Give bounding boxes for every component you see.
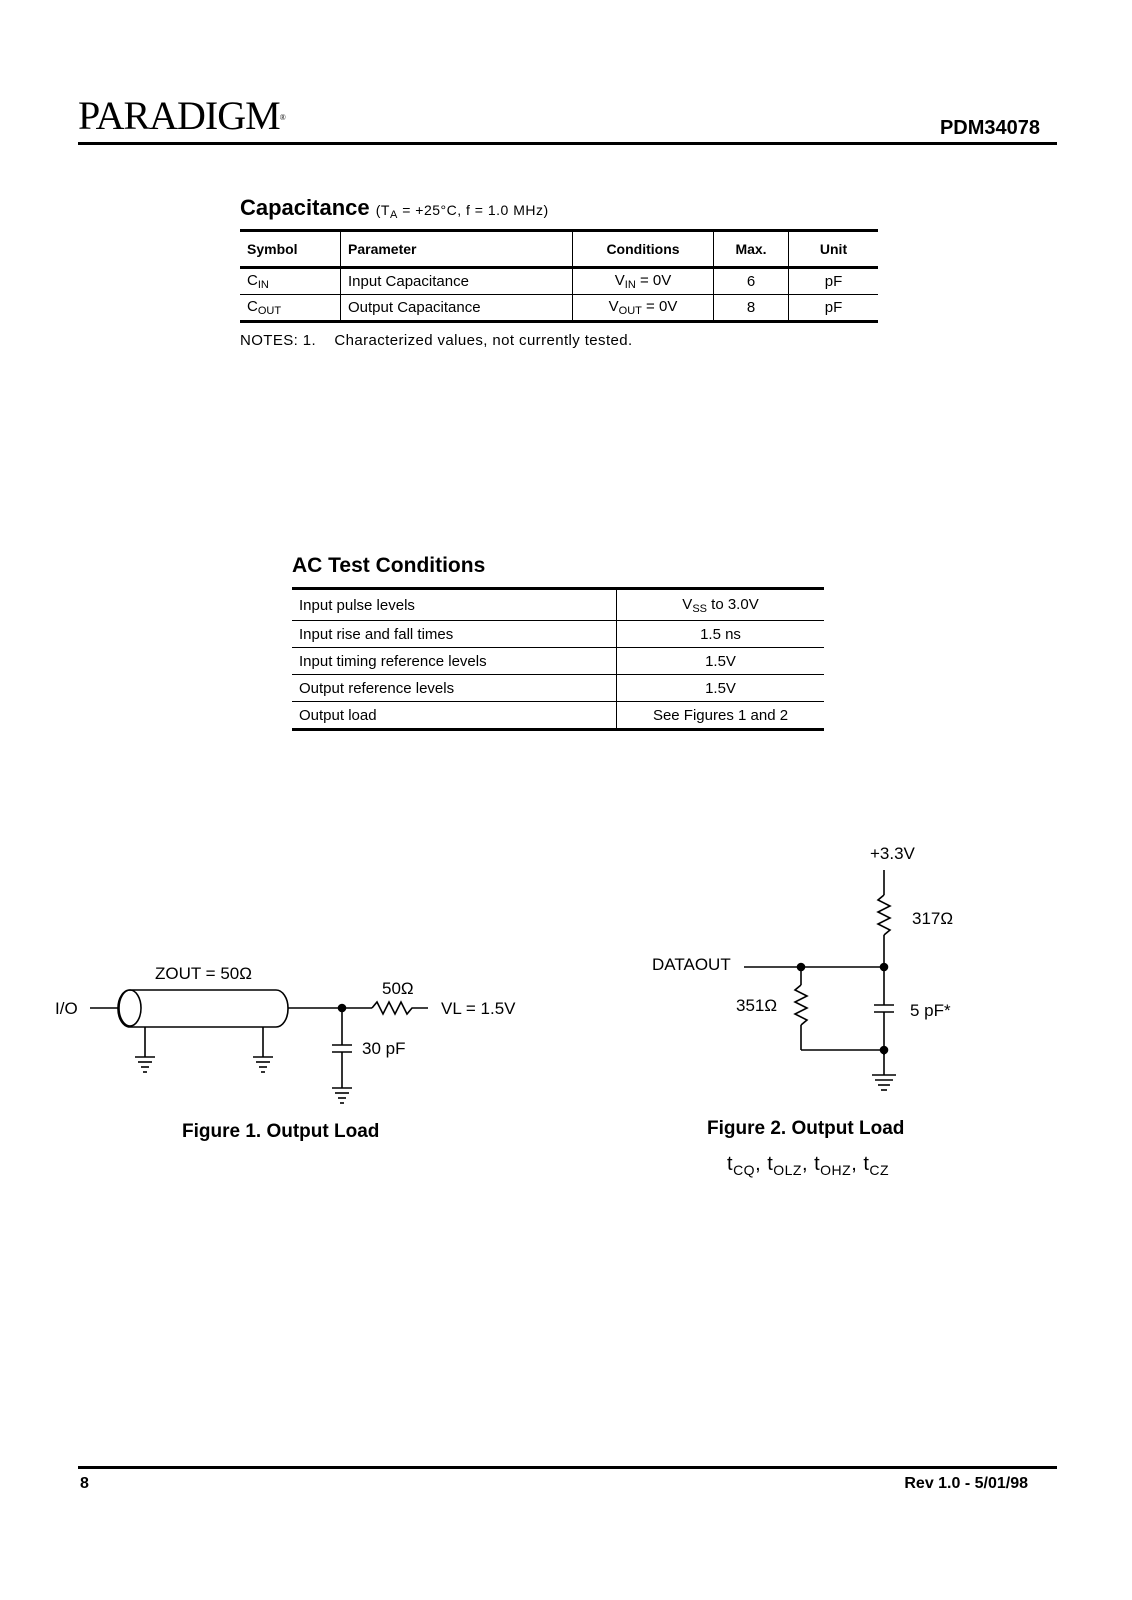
cell-max: 8 bbox=[714, 295, 789, 322]
cell-max: 6 bbox=[714, 268, 789, 295]
revision: Rev 1.0 - 5/01/98 bbox=[904, 1475, 1028, 1492]
cond: V bbox=[608, 298, 619, 315]
footer-rule bbox=[78, 1466, 1057, 1469]
cell-label: Input timing reference levels bbox=[292, 648, 617, 675]
cond-open: (T bbox=[375, 202, 390, 218]
ac-test-title: AC Test Conditions bbox=[292, 554, 486, 577]
figure2-caption: Figure 2. Output Load bbox=[707, 1118, 905, 1139]
cond-sub: OUT bbox=[618, 305, 642, 317]
cell-label: Output reference levels bbox=[292, 675, 617, 702]
r-left-label: 351Ω bbox=[736, 996, 778, 1015]
io-label: I/O bbox=[55, 999, 78, 1018]
transmission-line-end bbox=[119, 990, 141, 1026]
resistor-351-ohm bbox=[795, 985, 807, 1025]
cell-label: Output load bbox=[292, 702, 617, 730]
v-pre: V bbox=[682, 595, 693, 613]
ground-symbol bbox=[135, 1057, 155, 1072]
vcc-label: +3.3V bbox=[870, 844, 915, 863]
figure1-caption: Figure 1. Output Load bbox=[182, 1121, 380, 1142]
resistor-317-ohm bbox=[878, 895, 890, 935]
cond-val: = 0V bbox=[635, 272, 672, 289]
t-sub: OLZ bbox=[773, 1162, 802, 1178]
cell-value: 1.5V bbox=[617, 675, 825, 702]
cond-sub: A bbox=[389, 209, 398, 221]
cap-label: 30 pF bbox=[362, 1039, 406, 1058]
resistor-50-ohm bbox=[372, 1002, 428, 1014]
part-number: PDM34078 bbox=[939, 117, 1040, 139]
t: t bbox=[767, 1153, 774, 1175]
r-top-label: 317Ω bbox=[912, 909, 954, 928]
dataout-label: DATAOUT bbox=[652, 955, 731, 974]
ground-symbol bbox=[332, 1088, 352, 1103]
cell-parameter: Output Capacitance bbox=[341, 295, 573, 322]
col-symbol: Symbol bbox=[240, 231, 341, 268]
cell-value: 1.5V bbox=[617, 648, 825, 675]
logo-registered-mark: ® bbox=[279, 113, 285, 122]
figure2-circuit bbox=[652, 844, 953, 1090]
col-conditions: Conditions bbox=[573, 231, 714, 268]
cond: V bbox=[614, 272, 625, 289]
v-post: to 3.0V bbox=[707, 595, 759, 613]
sym: C bbox=[247, 272, 258, 289]
ground-symbol bbox=[872, 1075, 896, 1090]
cell-label: Input pulse levels bbox=[299, 596, 415, 614]
cond-close: = +25°C, f = 1.0 MHz) bbox=[397, 202, 549, 218]
transmission-line bbox=[118, 990, 288, 1027]
cell-label: Input rise and fall times bbox=[292, 621, 617, 648]
resistor-label: 50Ω bbox=[382, 979, 414, 998]
cond-val: = 0V bbox=[641, 298, 678, 315]
sym: C bbox=[247, 298, 258, 315]
sym-sub: OUT bbox=[257, 305, 282, 317]
ground-symbol bbox=[253, 1057, 273, 1072]
v-sub: SS bbox=[692, 602, 707, 615]
cell-unit: pF bbox=[789, 295, 879, 322]
cell-unit: pF bbox=[789, 268, 879, 295]
zout-label: ZOUT = 50Ω bbox=[155, 964, 252, 983]
t: t bbox=[863, 1153, 870, 1175]
col-max: Max. bbox=[714, 231, 789, 268]
figure2-timing-params: $t_{CQ}$, $t_{OLZ}$, $t_{OHZ}$, $t_{CZ}$ bbox=[727, 1153, 890, 1178]
t-sub: CZ bbox=[869, 1162, 890, 1178]
logo-text: PARADIGM bbox=[78, 93, 280, 138]
col-parameter: Parameter bbox=[341, 231, 573, 268]
t: t bbox=[814, 1153, 821, 1175]
cell-value: See Figures 1 and 2 bbox=[617, 702, 825, 730]
sym-sub: IN bbox=[257, 279, 269, 291]
figure1-circuit bbox=[55, 964, 516, 1103]
page-number: 8 bbox=[80, 1475, 89, 1492]
capacitance-heading: Capacitance bbox=[240, 195, 370, 220]
cell-value: 1.5 ns bbox=[617, 621, 825, 648]
vl-label: VL = 1.5V bbox=[441, 999, 516, 1018]
t: t bbox=[727, 1153, 734, 1175]
cap-label: 5 pF* bbox=[910, 1001, 951, 1020]
cap-gap bbox=[870, 1005, 898, 1012]
col-unit: Unit bbox=[789, 231, 879, 268]
cond-sub: IN bbox=[624, 279, 636, 291]
junction-dot bbox=[881, 964, 888, 971]
capacitance-notes: NOTES: 1. Characterized values, not currently tested. bbox=[240, 332, 633, 349]
t-sub: OHZ bbox=[820, 1162, 852, 1178]
t-sub: CQ bbox=[733, 1162, 756, 1178]
cell-parameter: Input Capacitance bbox=[341, 268, 573, 295]
